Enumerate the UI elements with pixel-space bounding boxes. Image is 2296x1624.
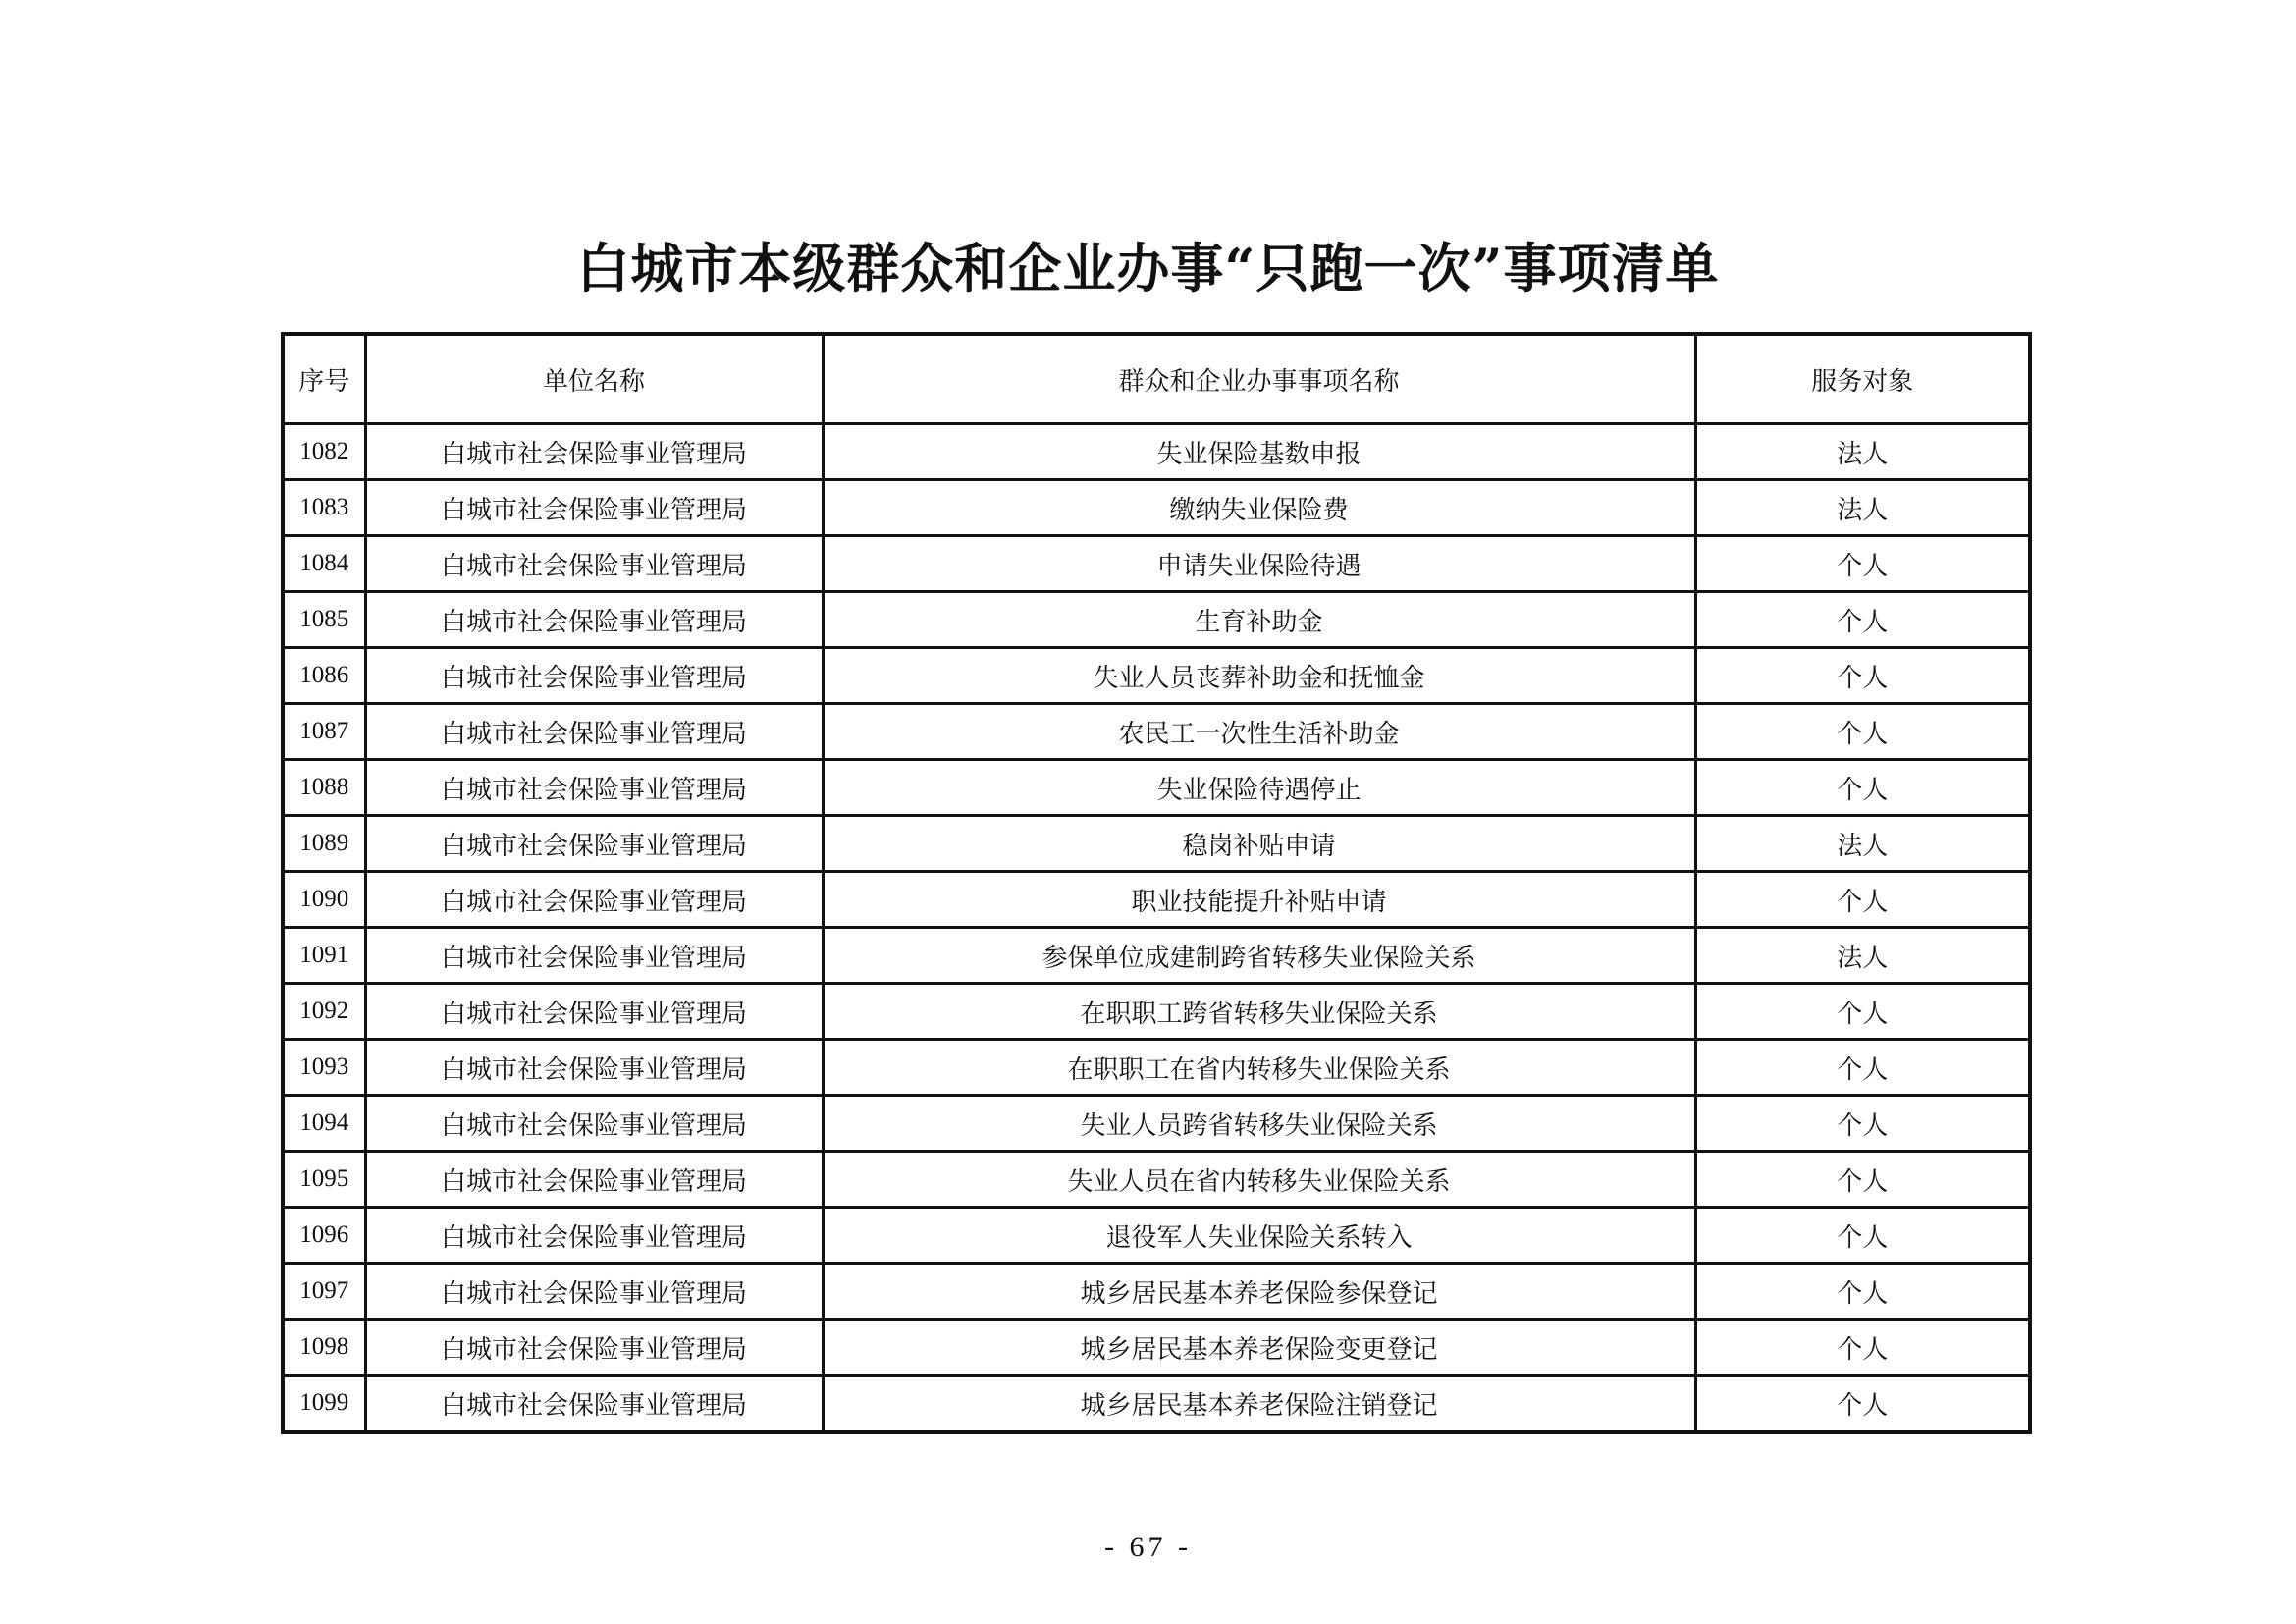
cell-unit: 白城市社会保险事业管理局 [365, 1040, 823, 1096]
cell-target: 法人 [1695, 928, 2030, 984]
table-row [283, 872, 2030, 928]
cell-target: 个人 [1695, 1040, 2030, 1096]
cell-seq: 1089 [283, 816, 365, 872]
cell-seq: 1088 [283, 760, 365, 816]
cell-unit: 白城市社会保险事业管理局 [365, 592, 823, 648]
header-target: 服务对象 [1695, 334, 2030, 424]
cell-item: 参保单位成建制跨省转移失业保险关系 [823, 928, 1695, 984]
cell-seq: 1093 [283, 1040, 365, 1096]
table-row [283, 1264, 2030, 1320]
header-item: 群众和企业办事事项名称 [823, 334, 1695, 424]
page-number: - 67 - [1104, 1531, 1192, 1563]
cell-target: 个人 [1695, 704, 2030, 760]
table-row [283, 480, 2030, 536]
cell-target: 个人 [1695, 1152, 2030, 1208]
cell-target: 个人 [1695, 1208, 2030, 1264]
cell-item: 失业保险待遇停止 [823, 760, 1695, 816]
cell-unit: 白城市社会保险事业管理局 [365, 816, 823, 872]
table-row [283, 592, 2030, 648]
table-row [283, 984, 2030, 1040]
table-row [283, 704, 2030, 760]
cell-seq: 1086 [283, 648, 365, 704]
cell-unit: 白城市社会保险事业管理局 [365, 1096, 823, 1152]
cell-target: 法人 [1695, 424, 2030, 480]
cell-target: 个人 [1695, 1320, 2030, 1376]
cell-item: 退役军人失业保险关系转入 [823, 1208, 1695, 1264]
cell-target: 个人 [1695, 592, 2030, 648]
cell-target: 法人 [1695, 816, 2030, 872]
page-title: 白城市本级群众和企业办事“只跑一次”事项清单 [576, 237, 1720, 299]
cell-target: 法人 [1695, 480, 2030, 536]
cell-item: 缴纳失业保险费 [823, 480, 1695, 536]
cell-unit: 白城市社会保险事业管理局 [365, 1376, 823, 1433]
cell-target: 个人 [1695, 760, 2030, 816]
cell-item: 失业人员跨省转移失业保险关系 [823, 1096, 1695, 1152]
cell-seq: 1085 [283, 592, 365, 648]
cell-seq: 1097 [283, 1264, 365, 1320]
cell-unit: 白城市社会保险事业管理局 [365, 648, 823, 704]
cell-item: 城乡居民基本养老保险注销登记 [823, 1376, 1695, 1433]
cell-target: 个人 [1695, 984, 2030, 1040]
cell-item: 生育补助金 [823, 592, 1695, 648]
cell-seq: 1084 [283, 536, 365, 592]
table-row [283, 1320, 2030, 1376]
table-row [283, 760, 2030, 816]
header-seq: 序号 [283, 334, 365, 424]
cell-seq: 1087 [283, 704, 365, 760]
table-row [283, 816, 2030, 872]
cell-item: 失业人员在省内转移失业保险关系 [823, 1152, 1695, 1208]
cell-unit: 白城市社会保险事业管理局 [365, 928, 823, 984]
table-row [283, 536, 2030, 592]
cell-seq: 1091 [283, 928, 365, 984]
cell-target: 个人 [1695, 1264, 2030, 1320]
table-row [283, 1096, 2030, 1152]
table-row [283, 1040, 2030, 1096]
cell-item: 城乡居民基本养老保险参保登记 [823, 1264, 1695, 1320]
table-row [283, 928, 2030, 984]
cell-seq: 1083 [283, 480, 365, 536]
table-header-row [283, 334, 2030, 424]
table-row [283, 424, 2030, 480]
cell-item: 失业保险基数申报 [823, 424, 1695, 480]
cell-target: 个人 [1695, 536, 2030, 592]
cell-unit: 白城市社会保险事业管理局 [365, 760, 823, 816]
cell-unit: 白城市社会保险事业管理局 [365, 536, 823, 592]
cell-seq: 1098 [283, 1320, 365, 1376]
cell-target: 个人 [1695, 648, 2030, 704]
cell-item: 在职职工跨省转移失业保险关系 [823, 984, 1695, 1040]
table-row [283, 1376, 2030, 1433]
cell-unit: 白城市社会保险事业管理局 [365, 424, 823, 480]
service-items-table [281, 332, 2032, 1434]
cell-unit: 白城市社会保险事业管理局 [365, 984, 823, 1040]
cell-unit: 白城市社会保险事业管理局 [365, 1320, 823, 1376]
cell-target: 个人 [1695, 872, 2030, 928]
cell-item: 城乡居民基本养老保险变更登记 [823, 1320, 1695, 1376]
cell-seq: 1082 [283, 424, 365, 480]
cell-target: 个人 [1695, 1376, 2030, 1433]
cell-seq: 1090 [283, 872, 365, 928]
cell-item: 职业技能提升补贴申请 [823, 872, 1695, 928]
cell-seq: 1092 [283, 984, 365, 1040]
cell-item: 申请失业保险待遇 [823, 536, 1695, 592]
cell-seq: 1094 [283, 1096, 365, 1152]
cell-target: 个人 [1695, 1096, 2030, 1152]
cell-seq: 1095 [283, 1152, 365, 1208]
table-row [283, 648, 2030, 704]
cell-seq: 1096 [283, 1208, 365, 1264]
cell-unit: 白城市社会保险事业管理局 [365, 704, 823, 760]
cell-item: 失业人员丧葬补助金和抚恤金 [823, 648, 1695, 704]
cell-unit: 白城市社会保险事业管理局 [365, 1152, 823, 1208]
cell-item: 稳岗补贴申请 [823, 816, 1695, 872]
cell-unit: 白城市社会保险事业管理局 [365, 480, 823, 536]
cell-unit: 白城市社会保险事业管理局 [365, 1208, 823, 1264]
table-row [283, 1208, 2030, 1264]
cell-seq: 1099 [283, 1376, 365, 1433]
cell-item: 在职职工在省内转移失业保险关系 [823, 1040, 1695, 1096]
cell-unit: 白城市社会保险事业管理局 [365, 1264, 823, 1320]
cell-unit: 白城市社会保险事业管理局 [365, 872, 823, 928]
header-unit: 单位名称 [365, 334, 823, 424]
table-row [283, 1152, 2030, 1208]
cell-item: 农民工一次性生活补助金 [823, 704, 1695, 760]
